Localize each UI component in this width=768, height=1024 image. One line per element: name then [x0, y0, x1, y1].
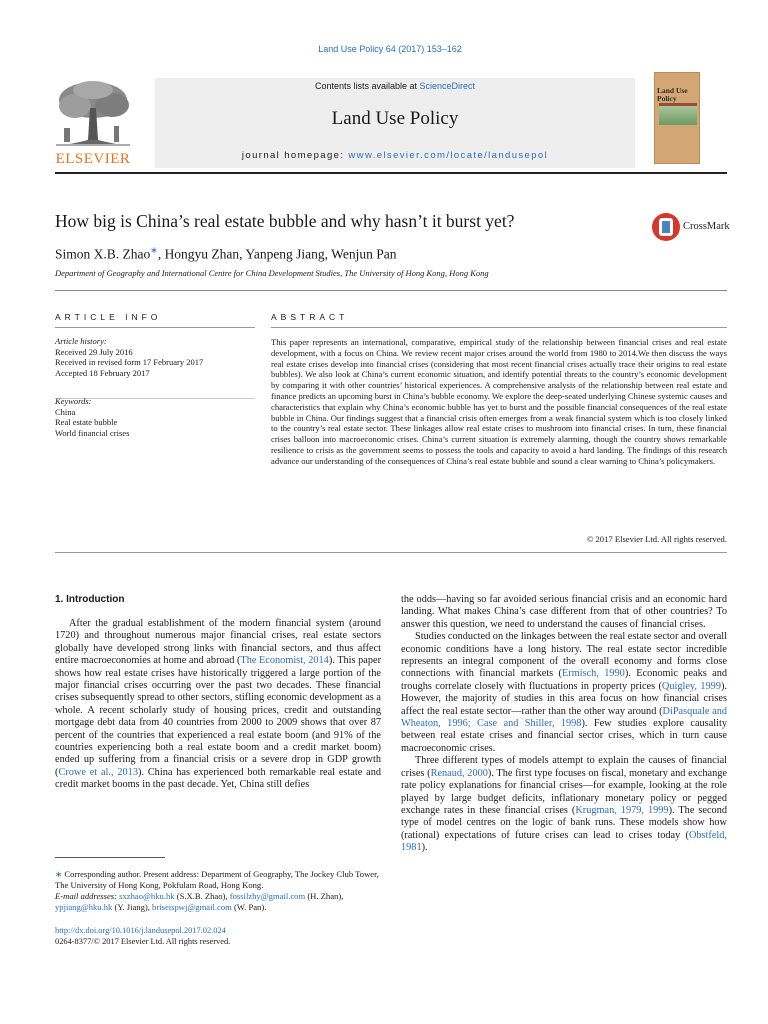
text-run: ). The first type focuses on fiscal, monetary and exchange rate policy explanations for financial crises—for example, looking at the role played by large budget deficits, inflationary monetary policy or pegged exchange rates in these financial crises ( [401, 767, 727, 816]
received-date: Received 29 July 2016 [55, 346, 133, 357]
doi-link[interactable]: http://dx.doi.org/10.1016/j.landusepol.2017.02.024 [55, 926, 226, 935]
authors-rest[interactable]: , Hongyu Zhan, Yanpeng Jiang, Wenjun Pan [157, 246, 397, 262]
email-link[interactable]: fossilzhy@gmail.com [229, 891, 306, 901]
corresponding-marker[interactable]: ∗ [150, 245, 158, 255]
text-run: (S.X.B. Zhao), [174, 891, 230, 901]
abstract-copyright: © 2017 Elsevier Ltd. All rights reserved. [586, 534, 727, 544]
intro-paragraph-3 [401, 755, 727, 854]
issn-line: 0264-8377/© 2017 Elsevier Ltd. All rights reserved. [55, 936, 231, 946]
text-run: ). Economic peaks and troughs correlate closely with fluctuations in property prices ( [401, 668, 727, 692]
keywords-label: Keywords: [55, 396, 92, 406]
text-run: (W. Pan). [231, 902, 267, 912]
text-run: ). This paper shows how real estate crises have historically triggered a large portion of the major financial crises occurring over the past two decades. These financial crises subsequently spread to other sectors, stifling economic development as a whole. A recent scholarly study of housing prices, credit and outstanding mortgage debt data from 40 countries from 2000 to 2009 shows that over 87 percent of the countries that experienced a real estate boom (and 91% of the countries experiencing both a real estate boom and a credit market boom) ended up suffering from a financial crisis or a severe drop in GDP growth ( [55, 655, 382, 778]
header-rule [55, 172, 727, 174]
keyword: Real estate bubble [55, 417, 118, 427]
journal-title: Land Use Policy [331, 108, 459, 129]
email-link[interactable]: briseispwj@gmail.com [152, 902, 232, 912]
text-run: (Y. Jiang), [112, 902, 153, 912]
intro-paragraph-1 [55, 618, 381, 792]
reference-link[interactable]: Renaud, 2000 [430, 767, 488, 779]
body-column-right [401, 594, 727, 855]
author-first[interactable]: Simon X.B. Zhao [55, 246, 151, 262]
contents-prefix: Contents lists available at [314, 81, 420, 91]
article-info-rule [55, 327, 255, 328]
elsevier-wordmark: ELSEVIER [55, 151, 131, 167]
email-label: E-mail addresses: [55, 891, 120, 901]
footnote [55, 869, 381, 913]
abstract-heading: ABSTRACT [271, 312, 349, 322]
reference-link[interactable]: Krugman, 1979, 1999 [575, 804, 669, 816]
journal-cover-image-icon [659, 103, 697, 125]
doi-block [55, 926, 381, 947]
abstract-bottom-rule [55, 552, 727, 553]
affiliation: Department of Geography and International Centre for China Development Studies, The University of Hong Kong, Hong Kong [55, 268, 489, 278]
cover-title: Land Use Policy [657, 86, 688, 103]
reference-link[interactable]: Crowe et al., 2013 [58, 766, 138, 778]
homepage-link[interactable]: www.elsevier.com/locate/landusepol [348, 150, 549, 161]
crossmark-button[interactable] [652, 213, 742, 243]
contents-line [155, 81, 635, 91]
email-link[interactable]: sxzhao@hku.hk [119, 891, 175, 901]
text-run: Studies conducted on the linkages between the real estate sector and overall economic conditions have a long history. The real estate sector incredible represents an integral component of the overall economy and forms close connections with financial markets ( [401, 631, 727, 680]
homepage-line [155, 150, 635, 161]
keywords-block [55, 396, 255, 438]
elsevier-tree-logo-icon [50, 78, 136, 150]
elsevier-logo[interactable] [50, 78, 136, 168]
footnote-rule [55, 857, 165, 858]
accepted-date: Accepted 18 February 2017 [55, 367, 150, 378]
intro-paragraph-2 [401, 631, 727, 755]
corresponding-note [55, 869, 381, 891]
text-run: ). China has experienced both remarkable real estate and credit market booms in the past decade. Yet, China still defies [55, 766, 381, 791]
text-run: (H. Zhan), [305, 891, 344, 901]
revised-date: Received in revised form 17 February 2017 [55, 357, 204, 367]
text-run: Corresponding author. Present address: Department of Geography, The Jockey Club Tower, The University of Hong Kong, Pokfulam Road, Hong Kong. [55, 869, 379, 890]
text-run: ). [421, 842, 428, 854]
text-run: ). However, the majority of studies in this area focus on how financial crises affect the real estate sector—rather than the other way around ( [401, 680, 727, 717]
intro-paragraph-1-cont: the odds—having so far avoided serious financial crisis and an economic hard landing. What makes China’s case different from that of other countries? To answer this question, we need to understand the causes of financial crises. [401, 594, 727, 630]
reference-link[interactable]: DiPasquale and Wheaton, 1996; Case and Shiller, 1998 [401, 705, 728, 730]
reference-link[interactable]: Quigley, 1999 [661, 680, 721, 692]
reference-link[interactable]: Obstfeld, 1981 [401, 829, 727, 854]
email-link[interactable]: ypjiang@hku.hk [55, 902, 113, 912]
abstract-text: This paper represents an international, comparative, empirical study of the relationship between financial crises and real estate development, with a focus on China. We review recent major crises around the world from 1980 to 2014.We then discuss the ways real estate crises develop into financial crises (considering that most recent financial crises actually trace their origins to real estate bubbles). We also look at China’s current economic situation, and identify potential threats to the country’s economic development by comparing it with other countries’ historical experiences. A comprehensive analysis of the relationship between real estate and finance predicts an upcoming burst in China’s bubble economy. We explore the deep-seated underlying Chinese systemic causes and characteristics that explain why China’s economic bubble has yet to burst and the possible financial consequences of the real estate bubble in China. Our findings suggest that a financial crisis often emerges from a weak financial system which is too closely linked to the country’s real estate sector. These linkages allow real estate crises to mushroom into financial crises. In turn, these financial crises balloon into macroeconomic crises. China’s current situation is extremely alarming, though the country shows remarkable resilience to crisis as the government seems to possess the tools and capacity to avoid a hard landing. The findings of this research advance our understanding of the consequences of China’s real estate bubble and sound a clear warning to China’s policymakers. [271, 337, 727, 466]
journal-header-band [155, 78, 635, 168]
paper-title: How big is China’s real estate bubble and why hasn’t it burst yet? [55, 211, 515, 231]
section-heading-introduction: 1. Introduction [55, 594, 125, 605]
reference-link[interactable]: The Economist, 2014 [240, 655, 329, 667]
affiliation-rule [55, 290, 727, 291]
email-note [55, 891, 381, 913]
crossmark-icon [652, 213, 680, 241]
author-list [55, 245, 396, 263]
abstract-rule [271, 327, 727, 328]
text-run: ). Few studies explore causality between real estate crises and financial sector crises, which in turn cause macroeconomic crises. [401, 718, 727, 754]
journal-citation[interactable]: Land Use Policy 64 (2017) 153–162 [318, 44, 462, 54]
footnote-marker: ∗ [55, 869, 63, 879]
history-label: Article history: [55, 336, 107, 346]
article-history [55, 336, 255, 378]
text-run: Three different types of models attempt to explain the causes of financial crises ( [401, 755, 727, 779]
body-column-left [55, 618, 381, 792]
text-run: After the gradual establishment of the modern financial system (around 1720) and throughout numerous major financial crises, real estate sectors globally have developed strong links with financial sectors, and thus affect entire macroeconomies at home and abroad ( [55, 618, 381, 667]
reference-link[interactable]: Ermisch, 1990 [561, 668, 625, 680]
keyword: China [55, 406, 76, 417]
text-run: ). The second type of model centres on the logic of bank runs. These models show how (rational) expectations of future crises can lead to crises today ( [401, 804, 727, 841]
article-info-heading: ARTICLE INFO [55, 312, 162, 322]
keyword: World financial crises [55, 427, 130, 438]
crossmark-icon-bar [662, 221, 670, 233]
journal-cover[interactable] [654, 72, 700, 164]
sciencedirect-link[interactable]: ScienceDirect [419, 81, 476, 91]
crossmark-label: CrossMark [683, 221, 730, 232]
homepage-prefix: journal homepage: [241, 150, 349, 161]
